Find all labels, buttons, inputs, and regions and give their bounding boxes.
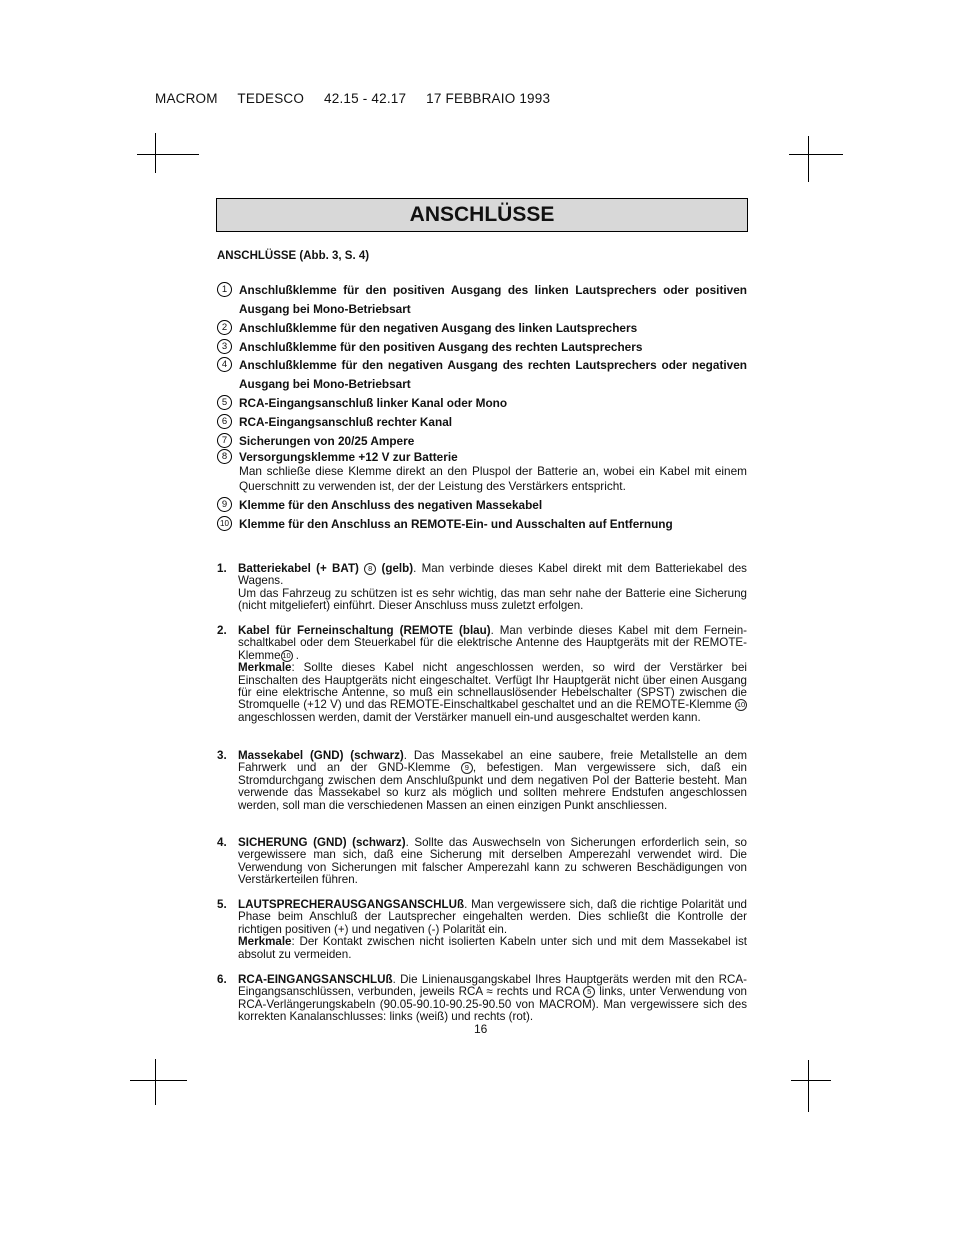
note-text: links, unter Verwendung von RCA-Verlängerungskabeln (90.05-90.10-90.25-90.50 von MACROM). Man vergewissere sich des korrekten Kanalanschlusses: links (weiß) und rechts (rot). bbox=[238, 985, 747, 1024]
connector-item bbox=[217, 515, 747, 534]
note-text: , befestigen. Man vergewissere sich, daß ein Stromdurchgang zwischen dem Anschlußpunkt und dem negativen Pol der Batterie besteht. Man verwende das Massekabel so kurz als möglich und sollten mehrere Endstufen angeschlossen werden, soll man die verschiedenen Massen an einen einzigen Punkt anschliessen. bbox=[238, 761, 747, 812]
note-lead-color: (gelb) bbox=[381, 562, 414, 575]
note-number: 4. bbox=[217, 836, 227, 849]
connector-ref: 8 bbox=[364, 563, 376, 575]
crop-mark-top-right-v bbox=[808, 136, 809, 182]
note-remark: : Der Kontakt zwischen nicht isolierten Kabeln unter sich und mit dem Massekabel ist absolut zu vermeiden. bbox=[238, 935, 747, 961]
connector-item bbox=[217, 338, 747, 357]
connector-ref: 5 bbox=[583, 986, 595, 998]
note-text: . Man verbinde dieses Kabel mit dem Fernein-schaltkabel oder dem Steuerkabel für die elektrische Antenne des Hauptgeräts mit der REMOTE-Klemme bbox=[238, 624, 747, 662]
connector-item bbox=[217, 281, 747, 319]
connector-number: 5 bbox=[217, 395, 232, 410]
page-number: 16 bbox=[474, 1022, 488, 1036]
crop-mark-bottom-left-v bbox=[155, 1059, 156, 1105]
connector-item bbox=[217, 448, 747, 494]
connector-text: Anschlußklemme für den negativen Ausgang des linken Lautsprechers bbox=[239, 321, 638, 335]
connector-number: 9 bbox=[217, 497, 232, 512]
header-language: TEDESCO bbox=[237, 91, 305, 106]
note-text: . Das Massekabel an eine saubere, freie Metallstelle an dem Fahrwerk und an der GND-Klemme bbox=[238, 749, 747, 775]
connector-ref: 10 bbox=[736, 700, 746, 710]
note-text: . Die Linienausgangskabel Ihres Hauptgeräts werden mit den RCA-Eingangsanschlüssen, verbunden, jeweils RCA ≈ rechts und RCA bbox=[238, 973, 747, 999]
note-lead: SICHERUNG (GND) (schwarz) bbox=[238, 836, 406, 849]
note-remark: : Sollte dieses Kabel nicht angeschlossen werden, so wird der Verstärker bei Einschalten des Hauptgeräts nicht eingeschaltet. Verfügt Ihr Hauptgerät nicht über einen Ausgang für eine elektrische Antenne, so muß ein schnellauslösender Hebelschalter (SPST) zwischen die Stromquelle (+12 V) und das REMOTE-Einschaltkabel geschaltet und an die REMOTE-Klemme bbox=[238, 661, 747, 712]
note-number: 1. bbox=[217, 562, 227, 575]
note-number: 2. bbox=[217, 624, 227, 637]
crop-mark-top-left-h bbox=[137, 154, 199, 155]
connector-text: Anschlußklemme für den positiven Ausgang des rechten Lautsprechers bbox=[239, 340, 643, 354]
note-item bbox=[217, 974, 747, 1024]
crop-mark-bottom-right-v bbox=[808, 1060, 809, 1112]
page-title: ANSCHLÜSSE bbox=[216, 198, 748, 232]
connector-number: 7 bbox=[217, 433, 232, 448]
note-item bbox=[217, 750, 747, 812]
crop-mark-top-right-h bbox=[789, 154, 843, 155]
connector-text: Versorgungsklemme +12 V zur Batterie bbox=[239, 450, 458, 464]
note-lead: RCA-EINGANGSANSCHLUß bbox=[238, 973, 393, 986]
crop-mark-bottom-right-h bbox=[791, 1080, 831, 1081]
connector-number: 8 bbox=[217, 449, 232, 464]
connector-text: Klemme für den Anschluss des negativen Massekabel bbox=[239, 498, 543, 512]
connector-number: 4 bbox=[217, 357, 232, 372]
header-date: 17 FEBBRAIO 1993 bbox=[426, 91, 551, 106]
connector-item bbox=[217, 413, 747, 432]
connector-number: 1 bbox=[217, 282, 232, 297]
note-text: . bbox=[292, 648, 299, 662]
connector-text: RCA-Eingangsanschluß linker Kanal oder Mono bbox=[239, 396, 508, 410]
note-lead: Kabel für Ferneinschaltung (REMOTE (blau) bbox=[238, 624, 491, 637]
header-brand: MACROM bbox=[155, 91, 218, 106]
connector-text: Sicherungen von 20/25 Ampere bbox=[239, 434, 415, 448]
connector-number: 10 bbox=[217, 516, 232, 531]
note-remark-label: Merkmale bbox=[238, 661, 292, 675]
note-lead: Massekabel (GND) (schwarz) bbox=[238, 749, 404, 762]
header-models: 42.15 - 42.17 bbox=[324, 91, 407, 106]
connector-detail: Man schließe diese Klemme direkt an den Pluspol der Batterie an, wobei ein Kabel mit einem Querschnitt zu verwenden ist, der der Leistung des Verstärkers entspricht. bbox=[239, 464, 747, 493]
note-number: 3. bbox=[217, 749, 227, 762]
note-item bbox=[217, 899, 747, 961]
note-text: . Man vergewissere sich, daß die richtige Polarität und Phase beim Anschluß der Lautsprecher eingehalten werden. Dies schließt die Kontrolle der richtigen positiven (+) und negativen (-) Polarität ein. bbox=[238, 898, 747, 936]
note-remark: angeschlossen werden, damit der Verstärker manuell ein-und ausgeschaltet werden kann. bbox=[238, 710, 701, 724]
note-text: . Man verbinde dieses Kabel direkt mit dem Batteriekabel des Wagens. bbox=[238, 562, 747, 588]
page-header bbox=[155, 91, 566, 106]
note-number: 6. bbox=[217, 973, 227, 986]
connector-ref: 9 bbox=[461, 762, 473, 774]
connector-number: 2 bbox=[217, 320, 232, 335]
section-subheading: ANSCHLÜSSE (Abb. 3, S. 4) bbox=[217, 250, 370, 262]
note-paragraph: Um das Fahrzeug zu schützen ist es sehr wichtig, das man sehr nahe der Batterie eine Sicherung (nicht mitgeliefert) einführt. Dieser Anschluss muss zuletzt erfolgen. bbox=[238, 586, 747, 613]
connector-number: 3 bbox=[217, 339, 232, 354]
note-lead: LAUTSPRECHERAUSGANGSANSCHLUß bbox=[238, 898, 465, 911]
crop-mark-top-left-v bbox=[155, 133, 156, 173]
connector-ref: 10 bbox=[282, 650, 291, 660]
note-number: 5. bbox=[217, 898, 227, 911]
crop-mark-bottom-left-h bbox=[130, 1080, 187, 1081]
note-text: . Sollte das Auswechseln von Sicherungen erforderlich sein, so vergewissere man sich, daß eine Sicherung mit derselben Amperezahl verwendet wird. Die Verwendung von Sicherungen mit falscher Amperezahl kann zu schweren Beschädigungen von Verstärkerteilen führen. bbox=[238, 836, 747, 887]
connector-item bbox=[217, 496, 747, 515]
note-remark-label: Merkmale bbox=[238, 935, 292, 949]
connector-item bbox=[217, 319, 747, 338]
connector-text: Anschlußklemme für den negativen Ausgang des rechten Lautsprechers oder negativen Ausgang bei Mono-Betriebsart bbox=[239, 358, 747, 391]
connector-text: Anschlußklemme für den positiven Ausgang des linken Lautsprechers oder positiven Ausgang bei Mono-Betriebsart bbox=[239, 283, 747, 316]
connector-number: 6 bbox=[217, 414, 232, 429]
note-item bbox=[217, 563, 747, 613]
note-item bbox=[217, 837, 747, 887]
connector-text: Klemme für den Anschluss an REMOTE-Ein- und Ausschalten auf Entfernung bbox=[239, 517, 673, 531]
connector-item bbox=[217, 356, 747, 394]
connector-text: RCA-Eingangsanschluß rechter Kanal bbox=[239, 415, 453, 429]
connector-item bbox=[217, 394, 747, 413]
note-lead: Batteriekabel (+ BAT) bbox=[238, 562, 359, 575]
note-item bbox=[217, 625, 747, 724]
